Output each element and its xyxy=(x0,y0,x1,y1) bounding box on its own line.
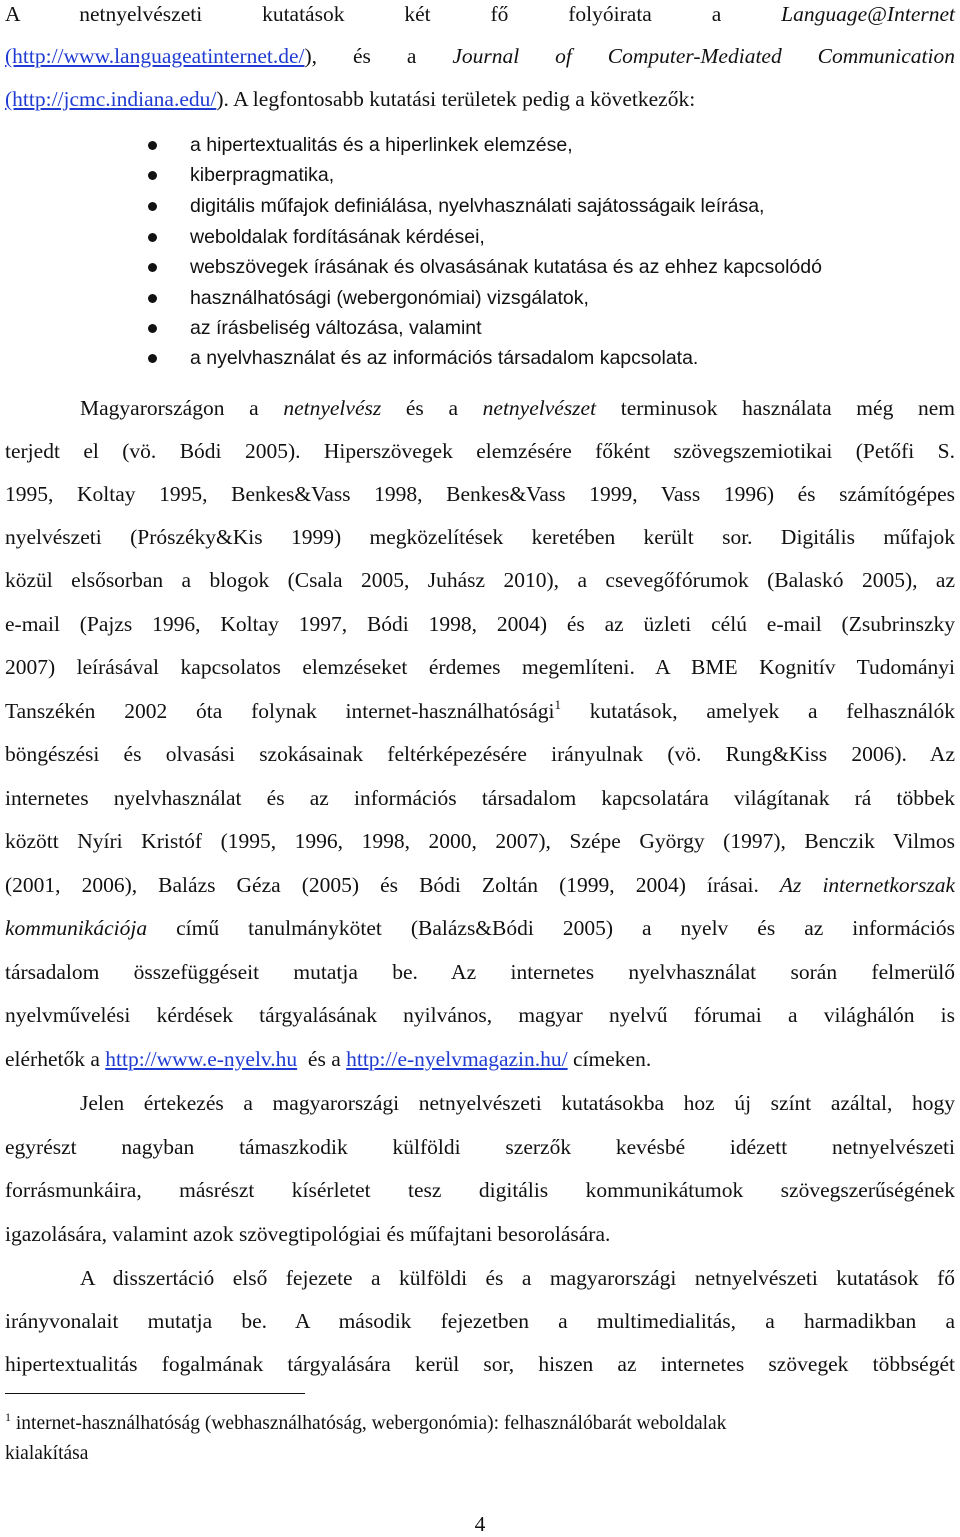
footnote xyxy=(5,1410,726,1438)
list-item-text: webszövegek írásának és olvasásának kutatása és az ehhez kapcsolódó xyxy=(190,256,822,278)
paragraph-line xyxy=(80,394,955,422)
list-item-text: az írásbeliség változása, valamint xyxy=(190,317,482,339)
text-run: (2001, 2006), Balázs Géza (2005) és Bódi Zoltán (1999, 2004) írásai. xyxy=(5,873,780,897)
paragraph-line: böngészési és olvasási szokásainak feltérképezésére irányulnak (vö. Rung&Kiss 2006). Az xyxy=(5,742,955,766)
intro-line-2 xyxy=(5,42,955,70)
paragraph-line: 2007) leírásával kapcsolatos elemzéseket érdemes megemlíteni. A BME Kognitív Tudományi xyxy=(5,655,955,679)
paragraph-line xyxy=(5,871,955,899)
paragraph-line xyxy=(5,697,955,725)
text-run: című tanulmánykötet (Balázs&Bódi 2005) a nyelv és az információs xyxy=(147,916,955,940)
intro-line-3 xyxy=(5,85,955,113)
link-jcmc[interactable]: (http://jcmc.indiana.edu/ xyxy=(5,87,217,111)
footnote-separator xyxy=(5,1393,305,1394)
text-run: Magyarországon a xyxy=(80,396,284,420)
text-run: elérhetők a xyxy=(5,1047,106,1071)
intro-text: ), és a xyxy=(304,44,453,68)
text-run: címeken. xyxy=(567,1047,652,1071)
book-title: kommunikációja xyxy=(5,916,148,940)
bullet-icon xyxy=(148,324,157,333)
bullet-icon xyxy=(148,233,157,242)
footnote-text: internet-használhatóság (webhasználhatóság, webergonómia): felhasználóbarát weboldalak xyxy=(11,1413,727,1434)
paragraph-line: internetes nyelvhasználat és az információs társadalom kapcsolatára világítanak rá többek xyxy=(5,786,955,810)
paragraph-line: hipertextualitás fogalmának tárgyalására kerül sor, hiszen az internetes szövegek többségét xyxy=(5,1352,955,1376)
paragraph-line: nyelvészeti (Prószéky&Kis 1999) megközelítések keretében került sor. Digitális műfajok xyxy=(5,525,955,549)
bullet-icon xyxy=(148,202,157,211)
page-number: 4 xyxy=(474,1512,486,1536)
journal-title-language-at-internet: Language@Internet xyxy=(781,2,955,26)
bullet-icon xyxy=(148,171,157,180)
paragraph-line: 1995, Koltay 1995, Benkes&Vass 1998, Benkes&Vass 1999, Vass 1996) és számítógépes xyxy=(5,482,955,506)
paragraph-line: forrásmunkáira, másrészt kísérletet tesz digitális kommunikátumok szövegszerűségének xyxy=(5,1178,955,1202)
term-netnyelvesz: netnyelvész xyxy=(283,396,382,420)
paragraph-line: nyelvművelési kérdések tárgyalásának nyilvános, magyar nyelvű fórumai a világhálón is xyxy=(5,1003,955,1027)
paragraph-line: egyrészt nagyban támaszkodik külföldi szerzők kevésbé idézett netnyelvészeti xyxy=(5,1135,955,1159)
footnote-reference[interactable]: 1 xyxy=(554,697,561,712)
link-e-nyelv[interactable]: http://www.e-nyelv.hu xyxy=(105,1047,298,1071)
bullet-icon xyxy=(148,354,157,363)
list-item-text: kiberpragmatika, xyxy=(190,164,335,186)
list-item-text: a hipertextualitás és a hiperlinkek elemzése, xyxy=(190,134,573,156)
text-run: kutatások, amelyek a felhasználók xyxy=(561,699,955,723)
paragraph-line xyxy=(5,1045,955,1073)
intro-text: ). A legfontosabb kutatási területek pedig a következők: xyxy=(216,87,696,111)
paragraph-line: e-mail (Pajzs 1996, Koltay 1997, Bódi 1998, 2004) és az üzleti célú e-mail (Zsubrinszky xyxy=(5,612,955,636)
paragraph-line: társadalom összefüggéseit mutatja be. Az internetes nyelvhasználat során felmerülő xyxy=(5,960,955,984)
footnote-mark: 1 xyxy=(5,1410,11,1424)
paragraph-line: irányvonalait mutatja be. A második fejezetben a multimedialitás, a harmadikban a xyxy=(5,1309,955,1333)
paragraph-line: közül elsősorban a blogok (Csala 2005, Juhász 2010), a csevegőfórumok (Balaskó 2005), az xyxy=(5,568,955,592)
journal-title-jcmc: Journal of Computer-Mediated Communication xyxy=(452,44,955,68)
link-e-nyelvmagazin[interactable]: http://e-nyelvmagazin.hu/ xyxy=(346,1047,568,1071)
paragraph-line: igazolására, valamint azok szövegtipológiai és műfajtani besorolására. xyxy=(5,1222,611,1246)
bullet-icon xyxy=(148,263,157,272)
text-run: Tanszékén 2002 óta folynak internet-használhatósági xyxy=(5,699,555,723)
footnote-continuation: kialakítása xyxy=(5,1443,89,1464)
list-item-text: weboldalak fordításának kérdései, xyxy=(190,226,485,248)
text-run: és a xyxy=(381,396,483,420)
paragraph-line: Jelen értekezés a magyarországi netnyelvészeti kutatásokba hoz új színt azáltal, hogy xyxy=(80,1091,955,1115)
list-item-text: a nyelvhasználat és az információs társadalom kapcsolata. xyxy=(190,347,699,369)
book-title: Az internetkorszak xyxy=(779,873,956,897)
intro-text: A netnyelvészeti kutatások két fő folyóirata a xyxy=(5,2,782,26)
bullet-icon xyxy=(148,141,157,150)
paragraph-line: terjedt el (vö. Bódi 2005). Hiperszövegek elemzésére főként szövegszemiotikai (Petőfi S. xyxy=(5,439,955,463)
text-run: terminusok használata még nem xyxy=(596,396,955,420)
paragraph-line: A disszertáció első fejezete a külföldi és a magyarországi netnyelvészeti kutatások fő xyxy=(80,1266,955,1290)
term-netnyelveszet: netnyelvészet xyxy=(482,396,597,420)
intro-line-1 xyxy=(5,0,955,28)
list-item-text: használhatósági (webergonómiai) vizsgálatok, xyxy=(190,287,589,309)
paragraph-line: között Nyíri Kristóf (1995, 1996, 1998, 2000, 2007), Szépe György (1997), Benczik Vilmos xyxy=(5,829,955,853)
paragraph-line xyxy=(5,914,955,942)
bullet-icon xyxy=(148,294,157,303)
link-languageatinternet[interactable]: (http://www.languageatinternet.de/ xyxy=(5,44,305,68)
text-run: és a xyxy=(297,1047,347,1071)
list-item-text: digitális műfajok definiálása, nyelvhasználati sajátosságaik leírása, xyxy=(190,195,765,217)
